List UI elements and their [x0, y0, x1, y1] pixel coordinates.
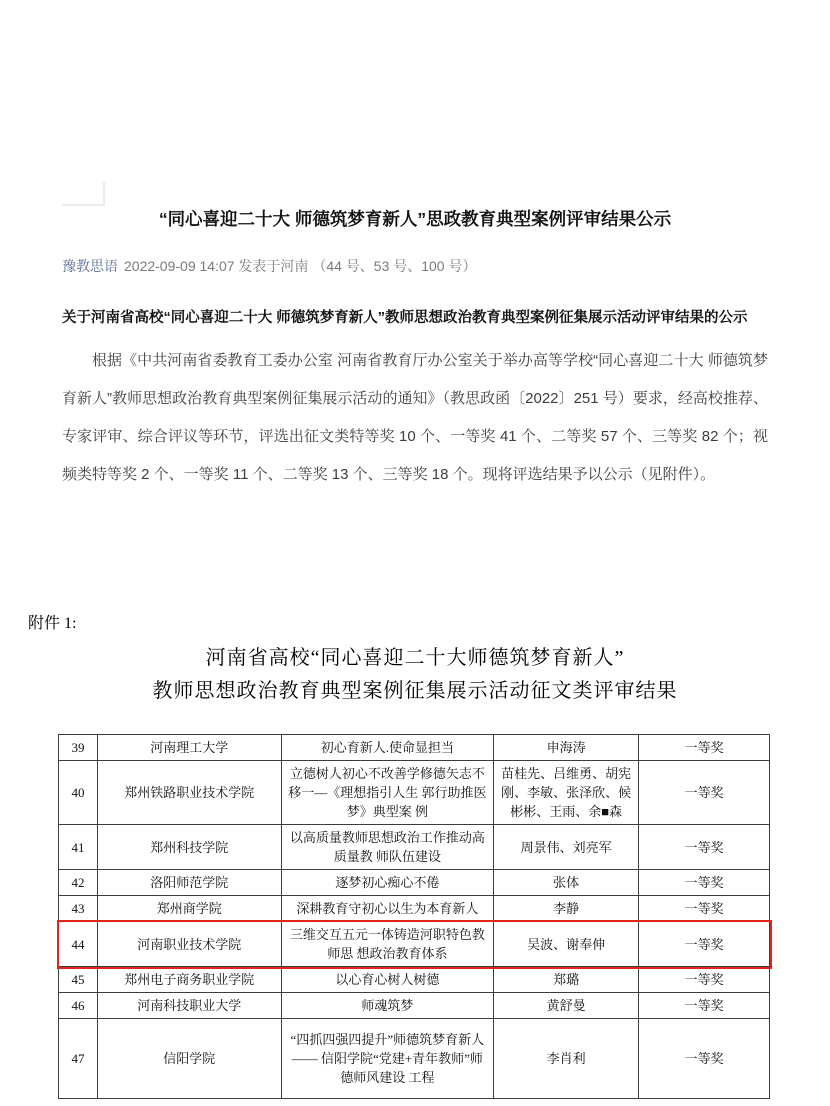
cell-school: 郑州商学院 — [98, 896, 281, 922]
table-row — [59, 1019, 770, 1099]
attachment-title-line2: 教师思想政治教育典型案例征集展示活动征文类评审结果 — [152, 680, 678, 702]
cell-no: 41 — [59, 825, 98, 870]
cell-title: “四抓四强四提升”师德筑梦育新人—— 信阳学院“党建+青年教师”师德师风建设 工程 — [281, 1019, 494, 1099]
attachment-title — [62, 642, 768, 708]
cell-award: 一等奖 — [639, 967, 770, 993]
cell-title: 深耕教育守初心以生为本育新人 — [281, 896, 494, 922]
table-row — [59, 922, 770, 967]
cell-title: 以高质量教师思想政治工作推动高质量教 师队伍建设 — [281, 825, 494, 870]
account-link[interactable]: 豫教思语 — [62, 258, 118, 274]
article-title: “同心喜迎二十大 师德筑梦育新人”思政教育典型案例评审结果公示 — [158, 209, 672, 229]
cell-title: 三维交互五元一体铸造河职特色教师思 想政治教育体系 — [281, 922, 494, 967]
cell-award: 一等奖 — [639, 993, 770, 1019]
cell-award: 一等奖 — [639, 870, 770, 896]
cell-no: 42 — [59, 870, 98, 896]
cell-school: 河南科技职业大学 — [98, 993, 281, 1019]
announcement-body: 根据《中共河南省委教育工委办公室 河南省教育厅办公室关于举办高等学校“同心喜迎二十大 师德筑梦育新人”教师思想政治教育典型案例征集展示活动的通知》（教思政函〔2022〕251 号）要求，经高校推荐、专家评审、综合评议等环节，评选出征文类特等奖 10 个、一等奖 41 个、二等奖 57 个、三等奖 82 个；视频类特等奖 2 个、一等奖 11 个、二等奖 13 个、三等奖 18 个。现将评选结果予以公示（见附件）。 — [62, 352, 768, 483]
cell-title: 初心育新人.使命显担当 — [281, 735, 494, 761]
table-row — [59, 896, 770, 922]
cell-no: 46 — [59, 993, 98, 1019]
cell-authors: 郑璐 — [494, 967, 639, 993]
cell-school: 河南职业技术学院 — [98, 922, 281, 967]
table-row — [59, 967, 770, 993]
attachment-label: 附件 1: — [28, 615, 77, 632]
table-row — [59, 761, 770, 825]
cell-award: 一等奖 — [639, 922, 770, 967]
cell-school: 河南理工大学 — [98, 735, 281, 761]
cell-title: 逐梦初心痴心不倦 — [281, 870, 494, 896]
cell-no: 39 — [59, 735, 98, 761]
cell-authors: 张体 — [494, 870, 639, 896]
cell-authors: 吴波、谢奉伸 — [494, 922, 639, 967]
cell-title: 以心育心树人树德 — [281, 967, 494, 993]
table-row — [59, 993, 770, 1019]
cell-school: 郑州科技学院 — [98, 825, 281, 870]
cell-no: 44 — [59, 922, 98, 967]
attachment-title-line1: 河南省高校“同心喜迎二十大师德筑梦育新人” — [205, 647, 625, 669]
results-table — [58, 734, 770, 1099]
attachment-section — [28, 610, 768, 1099]
cell-authors: 苗桂先、吕维勇、胡宪刚、李敏、张泽欣、候彬彬、王雨、余■森 — [494, 761, 639, 825]
cell-award: 一等奖 — [639, 735, 770, 761]
cell-school: 洛阳师范学院 — [98, 870, 281, 896]
cell-authors: 黄舒曼 — [494, 993, 639, 1019]
cell-no: 43 — [59, 896, 98, 922]
table-row — [59, 825, 770, 870]
cell-no: 45 — [59, 967, 98, 993]
table-row — [59, 870, 770, 896]
announcement-subheading: 关于河南省高校“同心喜迎二十大 师德筑梦育新人”教师思想政治教育典型案例征集展示活动评审结果的公示 — [62, 310, 748, 326]
cell-title: 立德树人初心不改善学修德矢志不移一—《理想指引人生 郭行助推医梦》典型案 例 — [281, 761, 494, 825]
cell-award: 一等奖 — [639, 1019, 770, 1099]
cell-no: 47 — [59, 1019, 98, 1099]
page-corner-mark — [62, 182, 105, 206]
cell-title: 师魂筑梦 — [281, 993, 494, 1019]
cell-authors: 申海涛 — [494, 735, 639, 761]
cell-authors: 周景伟、刘亮军 — [494, 825, 639, 870]
cell-authors: 李肖利 — [494, 1019, 639, 1099]
results-table-body — [59, 735, 770, 1099]
cell-award: 一等奖 — [639, 761, 770, 825]
cell-award: 一等奖 — [639, 825, 770, 870]
cell-award: 一等奖 — [639, 896, 770, 922]
cell-no: 40 — [59, 761, 98, 825]
table-row — [59, 735, 770, 761]
byline — [62, 256, 768, 276]
cell-school: 郑州电子商务职业学院 — [98, 967, 281, 993]
cell-authors: 李静 — [494, 896, 639, 922]
cell-school: 郑州铁路职业技术学院 — [98, 761, 281, 825]
publish-meta: 2022-09-09 14:07 发表于河南 （44 号、53 号、100 号） — [124, 258, 477, 274]
cell-school: 信阳学院 — [98, 1019, 281, 1099]
